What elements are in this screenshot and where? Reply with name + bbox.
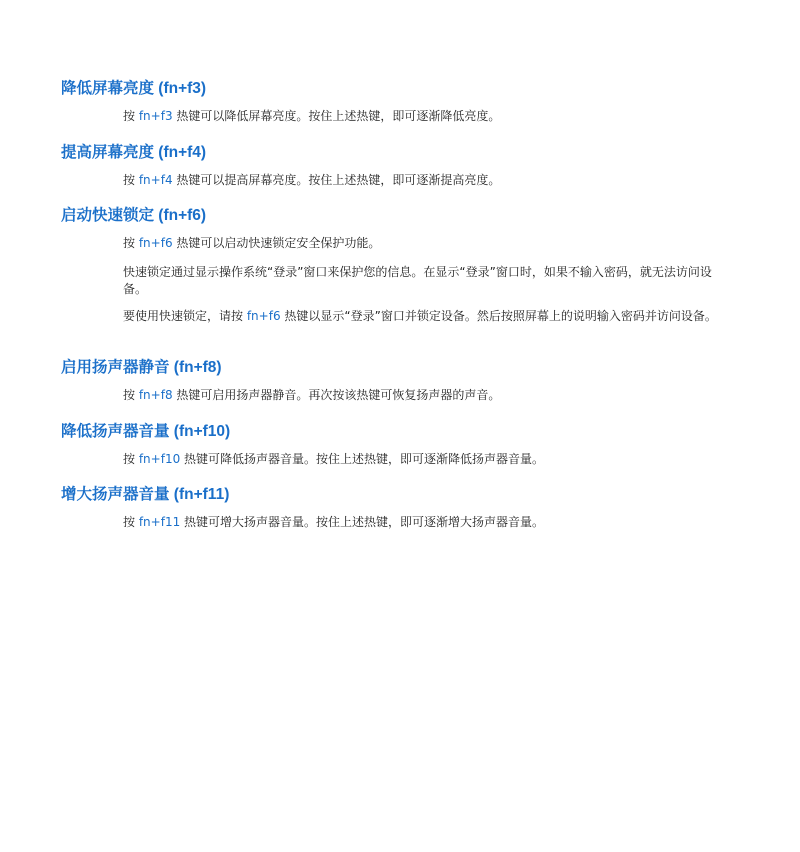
paragraph-text: 按 bbox=[123, 173, 139, 187]
paragraph-increase-volume bbox=[123, 514, 735, 531]
paragraph-text: 热键可启用扬声器静音。再次按该热键可恢复扬声器的声音。 bbox=[172, 388, 501, 402]
paragraph-text: 热键可降低扬声器音量。按住上述热键，即可逐渐降低扬声器音量。 bbox=[180, 452, 545, 466]
hotkey-label: fn+f8 bbox=[138, 388, 173, 402]
hotkey-label: fn+f4 bbox=[138, 173, 173, 187]
paragraph-text: 要使用快速锁定，请按 bbox=[123, 309, 247, 323]
section-heading-increase-volume: 增大扬声器音量 (fn+f11) bbox=[61, 486, 230, 503]
paragraph-text: 热键可以提高屏幕亮度。按住上述热键，即可逐渐提高亮度。 bbox=[172, 173, 501, 187]
paragraph-text: 按 bbox=[123, 109, 139, 123]
hotkey-label: fn+f6 bbox=[138, 236, 173, 250]
paragraph-quick-lock-usage bbox=[123, 308, 735, 325]
paragraph-text: 快速锁定通过显示操作系统“登录”窗口来保护您的信息。在显示“登录”窗口时，如果不输入密码，就无法访问设备。 bbox=[123, 265, 712, 296]
paragraph-decrease-brightness bbox=[123, 108, 735, 125]
paragraph-quick-lock-intro bbox=[123, 235, 735, 252]
paragraph-text: 按 bbox=[123, 388, 139, 402]
hotkey-label: fn+f3 bbox=[138, 109, 173, 123]
paragraph-text: 按 bbox=[123, 515, 139, 529]
paragraph-text: 热键可以降低屏幕亮度。按住上述热键，即可逐渐降低亮度。 bbox=[172, 109, 501, 123]
hotkey-label: fn+f10 bbox=[138, 452, 181, 466]
section-heading-quick-lock: 启动快速锁定 (fn+f6) bbox=[61, 207, 207, 224]
paragraph-decrease-volume bbox=[123, 451, 735, 468]
hotkey-label: fn+f6 bbox=[246, 309, 281, 323]
section-heading-decrease-volume: 降低扬声器音量 (fn+f10) bbox=[61, 423, 231, 440]
paragraph-speaker-mute bbox=[123, 387, 735, 404]
paragraph-quick-lock-description bbox=[123, 264, 735, 298]
section-heading-decrease-brightness: 降低屏幕亮度 (fn+f3) bbox=[61, 80, 207, 97]
paragraph-text: 热键可以启动快速锁定安全保护功能。 bbox=[172, 236, 381, 250]
section-heading-speaker-mute: 启用扬声器静音 (fn+f8) bbox=[61, 359, 222, 376]
paragraph-text: 热键以显示“登录”窗口并锁定设备。然后按照屏幕上的说明输入密码并访问设备。 bbox=[280, 309, 717, 323]
paragraph-text: 按 bbox=[123, 452, 139, 466]
paragraph-text: 按 bbox=[123, 236, 139, 250]
hotkey-label: fn+f11 bbox=[138, 515, 181, 529]
paragraph-text: 热键可增大扬声器音量。按住上述热键，即可逐渐增大扬声器音量。 bbox=[180, 515, 545, 529]
section-heading-increase-brightness: 提高屏幕亮度 (fn+f4) bbox=[61, 144, 207, 161]
paragraph-increase-brightness bbox=[123, 172, 735, 189]
